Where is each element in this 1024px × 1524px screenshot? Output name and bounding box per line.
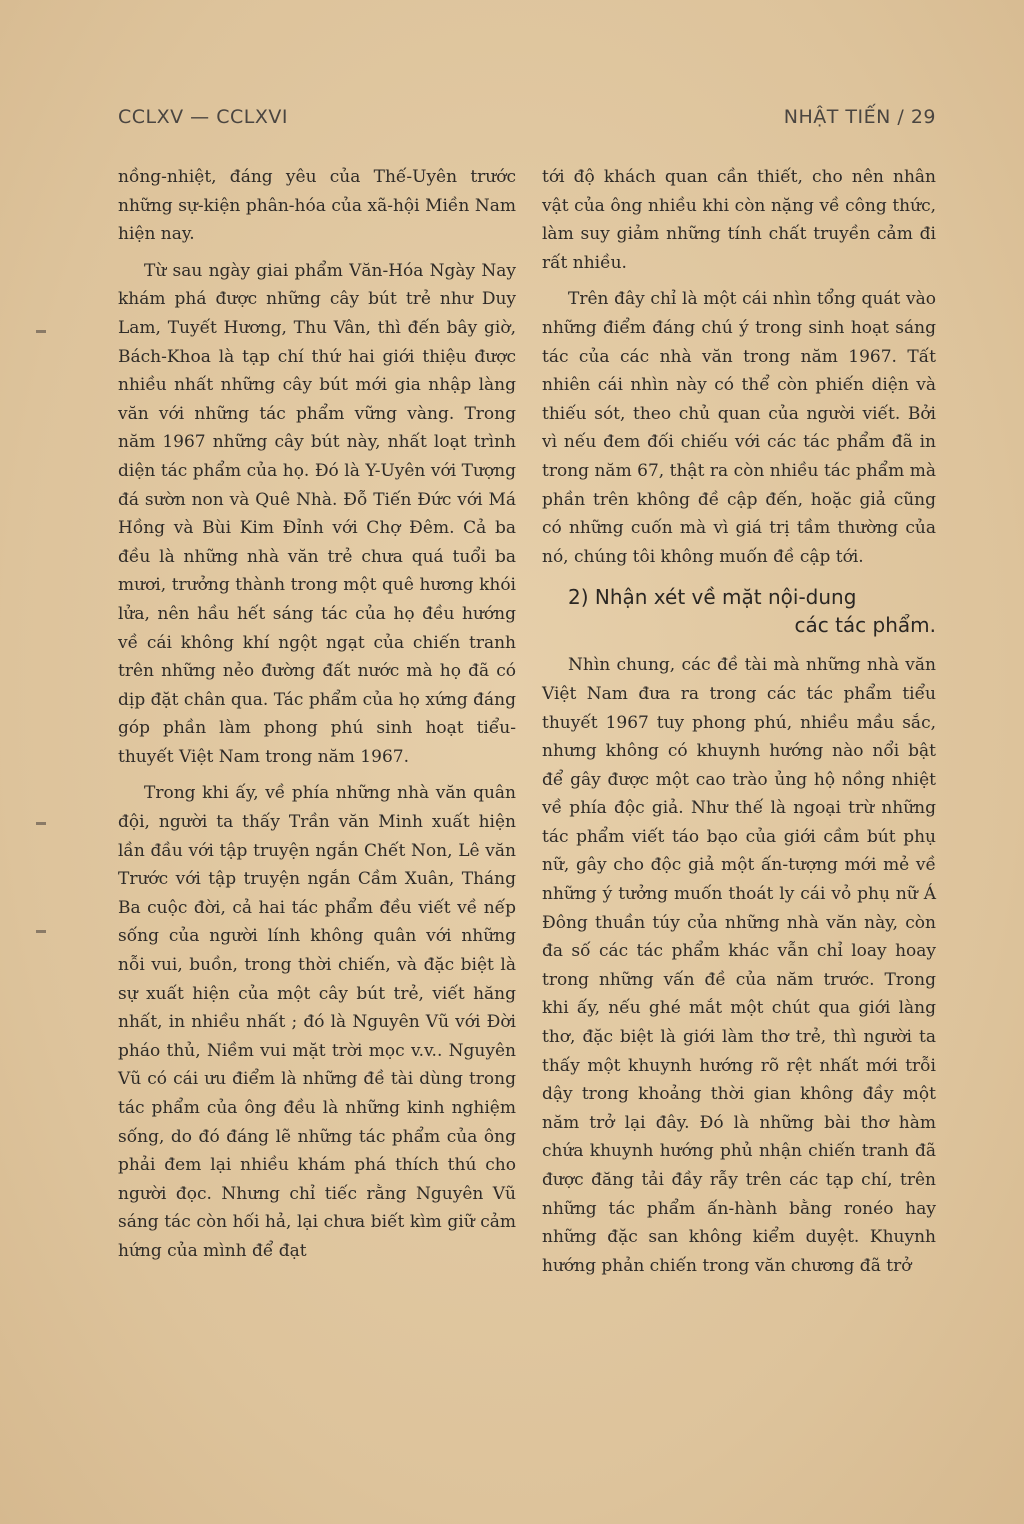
margin-mark: [36, 822, 46, 825]
paragraph: nồng-nhiệt, đáng yêu của Thế-Uyên trước những sự-kiện phân-hóa của xã-hội Miền Nam hiện nay.: [118, 167, 516, 245]
left-column: [118, 163, 516, 1274]
section-heading: [542, 583, 936, 639]
paragraph: Nhìn chung, các đề tài mà những nhà văn Việt Nam đưa ra trong các tác phẩm tiểu thuyết 1967 tuy phong phú, nhiều mầu sắc, nhưng không có khuynh hướng nào nổi bật để gây được một cao trào ủng hộ nồng nhiệt về phía độc giả. Như thế là ngoại trừ những tác phẩm viết táo bạo của giới cầm bút phụ nữ, gây cho độc giả một ấn-tượng mới mẻ về những ý tưởng muốn thoát ly cái vỏ phụ nữ Á Đông thuần túy của những nhà văn này, còn đa số các tác phẩm khác vẫn chỉ loay hoay trong những vấn đề của năm trước. Trong khi ấy, nếu ghé mắt một chút qua giới làng thơ, đặc biệt là giới làm thơ trẻ, thì người ta thấy một khuynh hướng rõ rệt nhất mới trỗi dậy trong khoảng thời gian không đầy một năm trở lại đây. Đó là những bài thơ hàm chứa khuynh hướng phủ nhận chiến tranh đã được đăng tải đầy rẫy trên các tạp chí, trên những tác phẩm ấn-hành bằng ronéo hay những đặc san không kiểm duyệt. Khuynh hướng phản chiến trong văn chương đã trở: [542, 655, 936, 1276]
right-column: [542, 163, 936, 1288]
paragraph: Trong khi ấy, về phía những nhà văn quân đội, người ta thấy Trần văn Minh xuất hiện lần đầu với tập truyện ngắn Chết Non, Lê văn Trước với tập truyện ngắn Cầm Xuân, Tháng Ba cuộc đời, cả hai tác phẩm đều viết về nếp sống của người lính không quân với những nỗi vui, buồn, trong thời chiến, và đặc biệt là sự xuất hiện của một cây bút trẻ, viết hăng nhất, in nhiều nhất ; đó là Nguyên Vũ với Đời pháo thủ, Niềm vui mặt trời mọc v.v.. Nguyên Vũ có cái ưu điểm là những đề tài dùng trong tác phẩm của ông đều là những kinh nghiệm sống, do đó đáng lẽ những tác phẩm của ông phải đem lại nhiều khám phá thích thú cho người đọc. Nhưng chỉ tiếc rằng Nguyên Vũ sáng tác còn hối hả, lại chưa biết kìm giữ cảm hứng của mình để đạt: [118, 783, 516, 1261]
paragraph: tới độ khách quan cần thiết, cho nên nhân vật của ông nhiều khi còn nặng về công thức, làm suy giảm những tính chất truyền cảm đi rất nhiều.: [542, 167, 936, 273]
section-heading-line: 2) Nhận xét về mặt nội-dung: [568, 585, 857, 610]
running-header-right: NHẬT TIẾN / 29: [783, 106, 936, 128]
paragraph: Từ sau ngày giai phẩm Văn-Hóa Ngày Nay khám phá được những cây bút trẻ như Duy Lam, Tuyết Hương, Thu Vân, thì đến bây giờ, Bách-Khoa là tạp chí thứ hai giới thiệu được nhiều nhất những cây bút mới gia nhập làng văn với những tác phẩm vững vàng. Trong năm 1967 những cây bút này, nhất loạt trình diện tác phẩm của họ. Đó là Y-Uyên với Tượng đá sườn non và Quê Nhà. Đỗ Tiến Đức với Má Hồng và Bùi Kim Đỉnh với Chợ Đêm. Cả ba đều là những nhà văn trẻ chưa quá tuổi ba mươi, trưởng thành trong một quê hương khói lửa, nên hầu hết sáng tác của họ đều hướng về cái không khí ngột ngạt của chiến tranh trên những nẻo đường đất nước mà họ đã có dịp đặt chân qua. Tác phẩm của họ xứng đáng góp phần làm phong phú sinh hoạt tiểu-thuyết Việt Nam trong năm 1967.: [118, 260, 516, 767]
running-header-left: CCLXV — CCLXVI: [118, 106, 288, 128]
paragraph: Trên đây chỉ là một cái nhìn tổng quát vào những điểm đáng chú ý trong sinh hoạt sáng tác của các nhà văn trong năm 1967. Tất nhiên cái nhìn này có thể còn phiến diện và thiếu sót, theo chủ quan của người viết. Bởi vì nếu đem đối chiếu với các tác phẩm đã in trong năm 67, thật ra còn nhiều tác phẩm mà phần trên không đề cập đến, hoặc giả cũng có những cuốn mà vì giá trị tầm thường của nó, chúng tôi không muốn đề cập tới.: [542, 289, 936, 567]
section-heading-line: các tác phẩm.: [794, 613, 936, 638]
margin-mark: [36, 930, 46, 933]
margin-mark: [36, 330, 46, 333]
